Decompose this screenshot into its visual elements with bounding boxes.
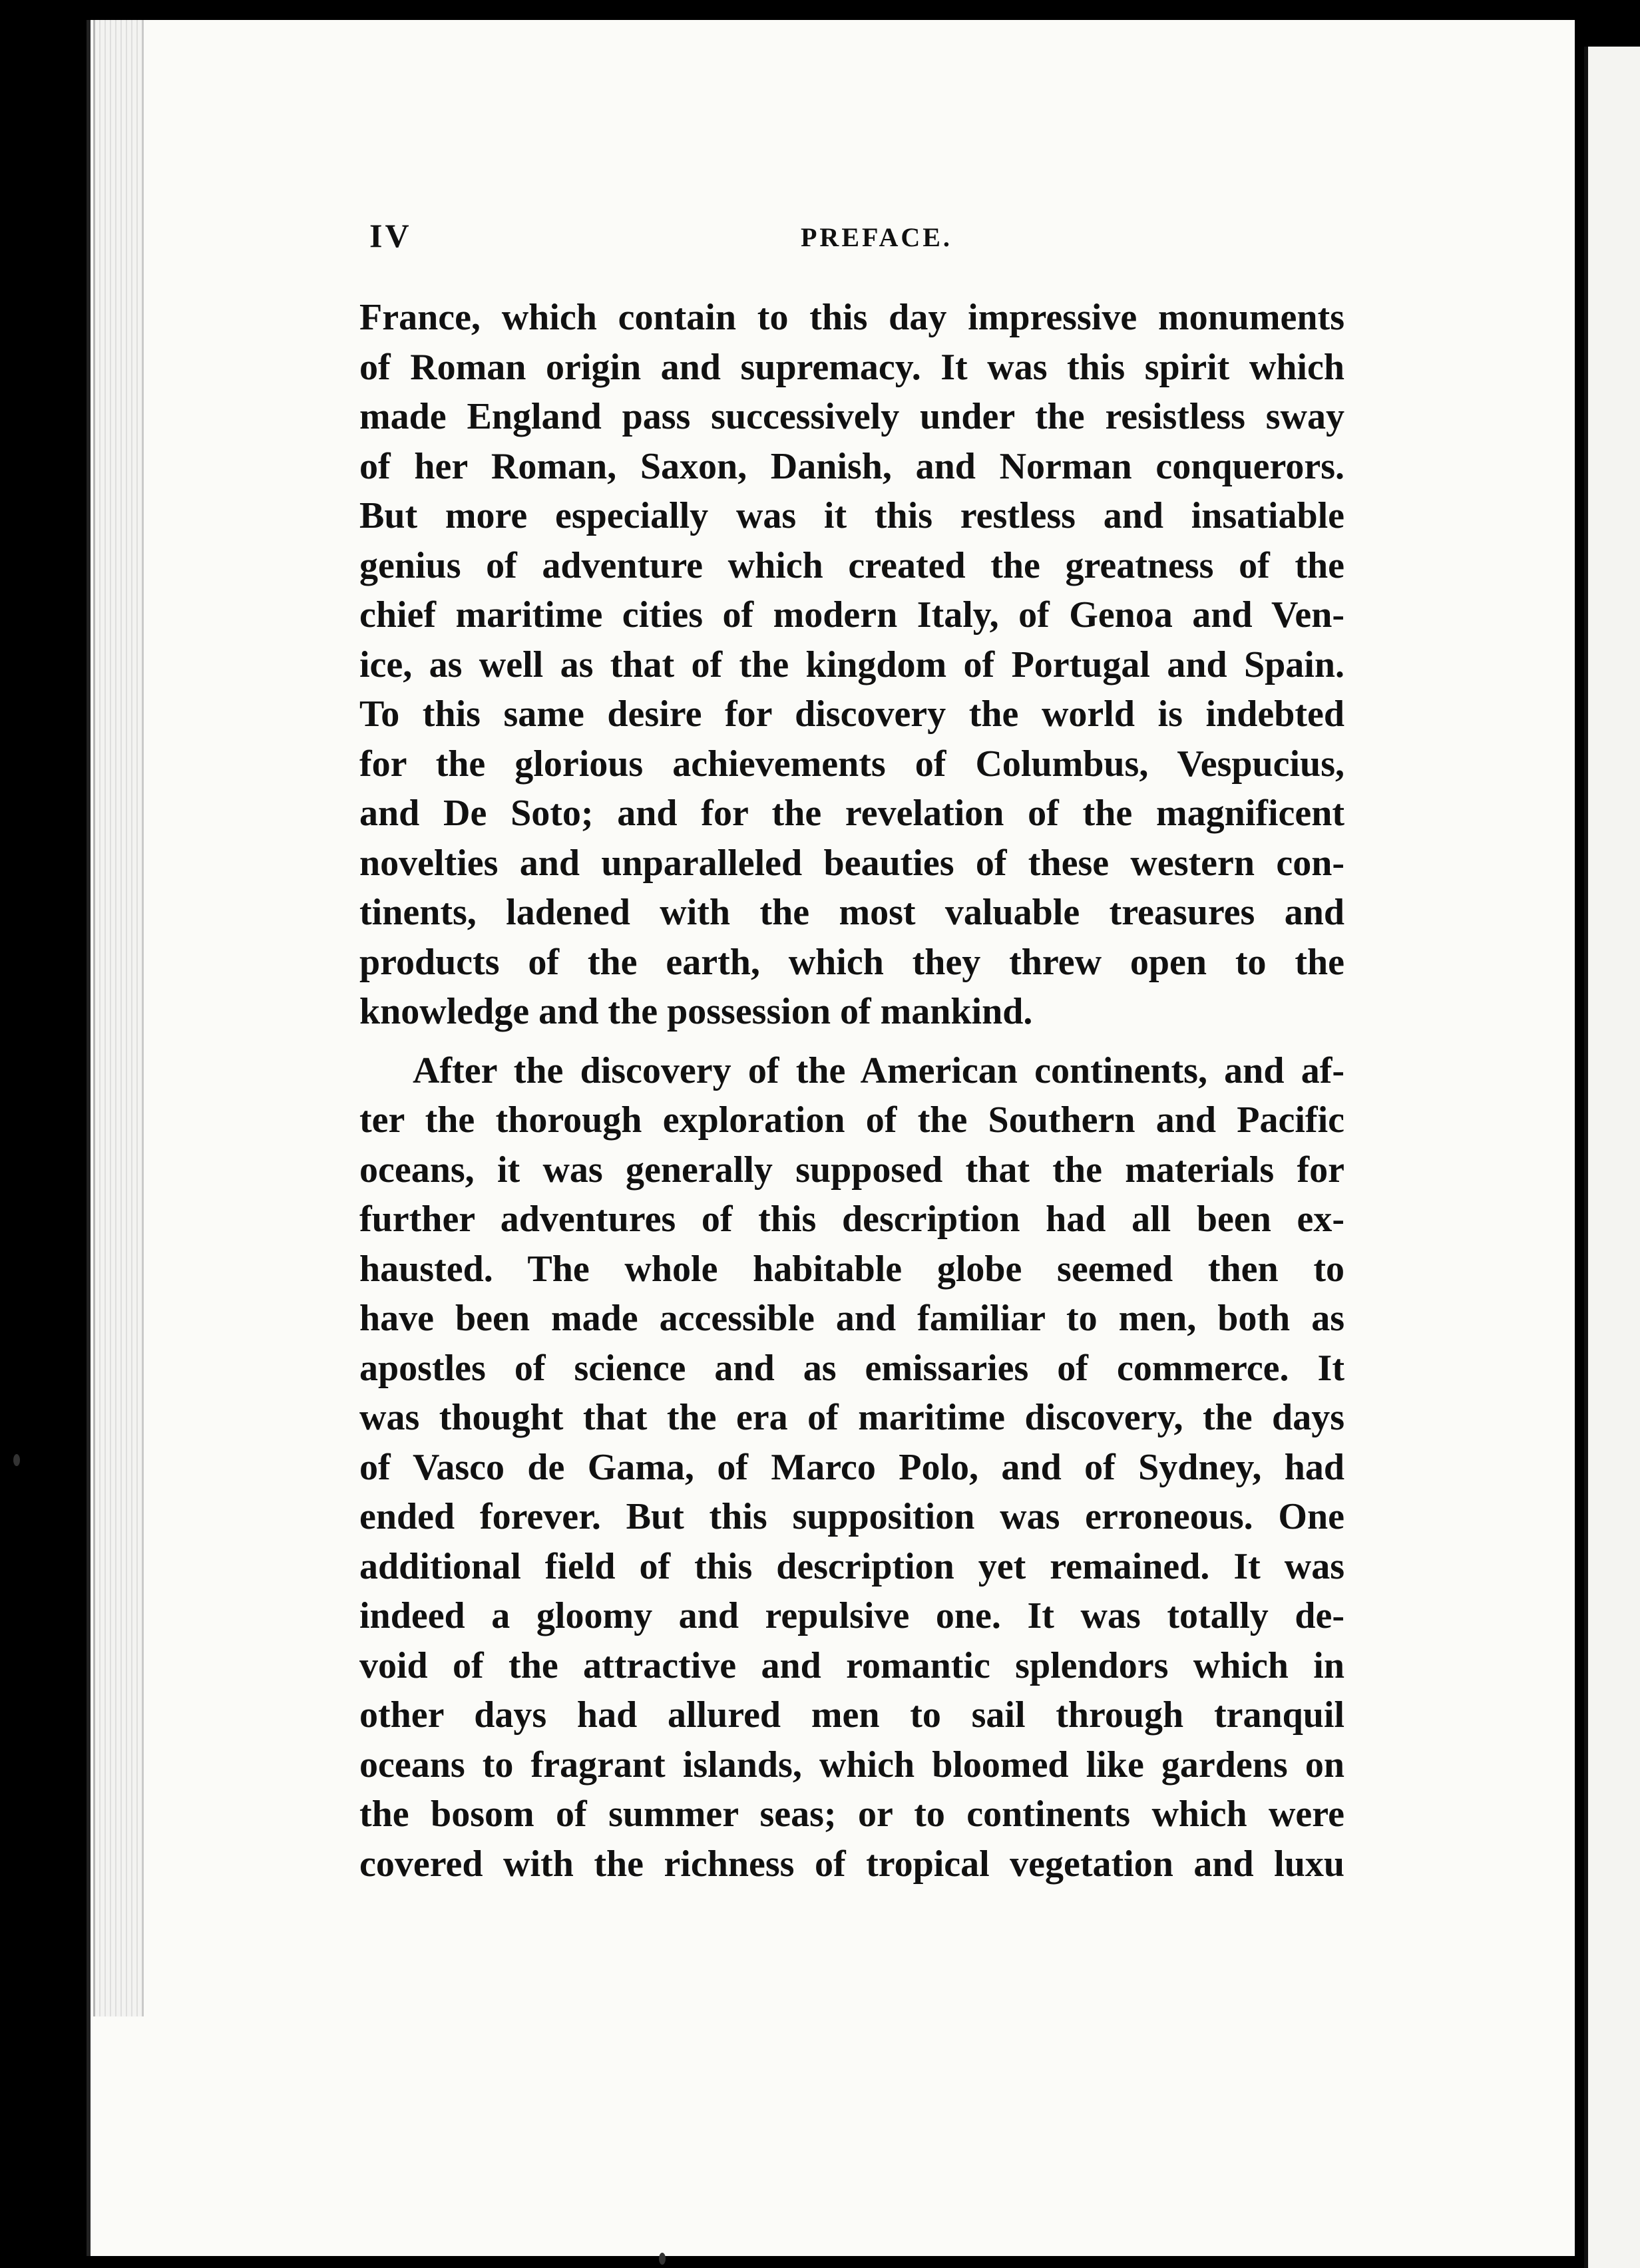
text-line: After the discovery of the American continents, and af- [413,1049,1344,1091]
text-line: chief maritime cities of modern Italy, of Genoa and Ven- [359,594,1344,636]
text-line: and De Soto; and for the revelation of the magnificent [359,793,1344,834]
page-number: IV [369,217,412,254]
text-line: To this same desire for discovery the world is indebted [359,693,1344,735]
text-line: have been made accessible and familiar to men, both as [359,1298,1344,1339]
text-line: of Roman origin and supremacy. It was this spirit which [359,346,1344,388]
text-line: was thought that the era of maritime discovery, the days [359,1397,1344,1438]
text-line: knowledge and the possession of mankind. [359,991,1033,1032]
text-line: ended forever. But this supposition was erroneous. One [359,1496,1344,1537]
text-line: for the glorious achievements of Columbus, Vespucius, [359,743,1344,785]
text-line: the bosom of summer seas; or to continents which were [359,1794,1344,1835]
text-line: indeed a gloomy and repulsive one. It was totally de- [359,1595,1344,1636]
text-line: oceans to fragrant islands, which bloomed like gardens on [359,1744,1344,1786]
text-line: additional field of this description yet remained. It was [359,1545,1344,1587]
text-line: apostles of science and as emissaries of commerce. It [359,1347,1344,1389]
text-line: of her Roman, Saxon, Danish, and Norman conquerors. [359,445,1344,487]
text-line: further adventures of this description had all been ex- [359,1199,1344,1240]
text-line: of Vasco de Gama, of Marco Polo, and of Sydney, had [359,1446,1344,1488]
text-line: void of the attractive and romantic splendors which in [359,1644,1344,1686]
page-edges [93,20,144,2016]
text-line: products of the earth, which they threw open to the [359,941,1344,983]
paragraph [359,293,1344,1037]
text-line: made England pass successively under the resistless sway [359,396,1344,437]
text-line: France, which contain to this day impressive monuments [359,297,1344,338]
scan-speck [659,2253,666,2265]
facing-page-edge [1584,47,1640,2268]
text-line: ice, as well as that of the kingdom of Portugal and Spain. [359,644,1344,685]
text-line: But more especially was it this restless and insatiable [359,495,1344,536]
text-line: oceans, it was generally supposed that the materials for [359,1149,1344,1191]
paragraph [359,1046,1344,1889]
text-line: covered with the richness of tropical vegetation and luxu [359,1843,1344,1885]
scan-speck [13,1454,20,1466]
text-line: genius of adventure which created the greatness of the [359,544,1344,586]
page-header [369,216,1334,256]
text-line: other days had allured men to sail through tranquil [359,1694,1344,1736]
text-line: hausted. The whole habitable globe seemed then to [359,1248,1344,1290]
body-text [359,293,1344,1889]
text-line: novelties and unparalleled beauties of these western con- [359,842,1344,884]
text-line: tinents, ladened with the most valuable treasures and [359,892,1344,933]
text-line: ter the thorough exploration of the Southern and Pacific [359,1099,1344,1141]
running-head: PREFACE. [801,222,952,252]
